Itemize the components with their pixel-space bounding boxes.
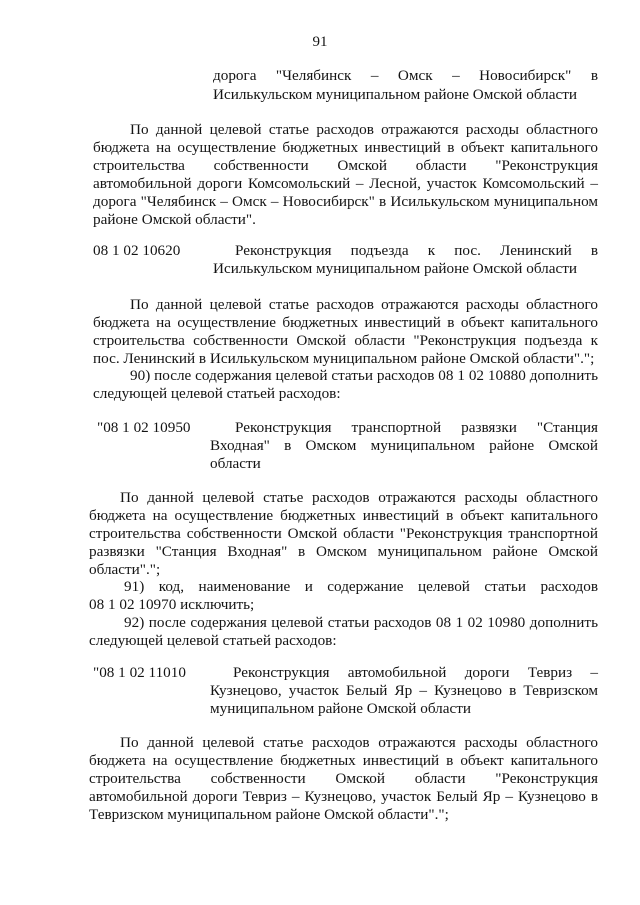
paragraph-line: строительства собственности Омской области "Реконструкция подъезда к xyxy=(93,332,598,349)
article-title-line: Реконструкция транспортной развязки "Станция xyxy=(235,419,598,436)
paragraph-line: автомобильной дороги Комсомольский – Лесной, участок Комсомольский – xyxy=(93,175,598,192)
budget-code: "08 1 02 10950 xyxy=(97,419,191,436)
paragraph-line: бюджета на осуществление бюджетных инвестиций в объект капитального xyxy=(89,507,598,524)
article-title-line: Исилькульском муниципальном районе Омской области xyxy=(213,260,577,277)
budget-code: 08 1 02 10620 xyxy=(93,242,181,259)
paragraph-line: области"."; xyxy=(89,561,161,578)
paragraph-line: По данной целевой статье расходов отражаются расходы областного xyxy=(130,296,598,313)
article-title-line: области xyxy=(210,455,261,472)
paragraph-line: бюджета на осуществление бюджетных инвестиций в объект капитального xyxy=(93,139,598,156)
paragraph-line: пос. Ленинский в Исилькульском муниципальном районе Омской области"."; xyxy=(93,350,595,367)
amendment-item: 90) после содержания целевой статьи расходов 08 1 02 10880 дополнить xyxy=(130,367,598,384)
paragraph-line: По данной целевой статье расходов отражаются расходы областного xyxy=(120,734,598,751)
amendment-item-line: 08 1 02 10970 исключить; xyxy=(89,596,255,613)
paragraph-line: строительства собственности Омской области "Реконструкция xyxy=(89,770,598,787)
amendment-item-line: следующей целевой статьей расходов: xyxy=(89,632,337,649)
page-number: 91 xyxy=(312,34,328,50)
budget-code: "08 1 02 11010 xyxy=(93,664,186,681)
article-title-line: Входная" в Омском муниципальном районе Омской xyxy=(210,437,598,454)
paragraph-line: Тевризском муниципальном районе Омской области"."; xyxy=(89,806,449,823)
paragraph-line: автомобильной дороги Тевриз – Кузнецово, участок Белый Яр – Кузнецово в xyxy=(89,788,598,805)
paragraph-line: дорога "Челябинск – Омск – Новосибирск" в Исилькульском муниципальном xyxy=(93,193,598,210)
amendment-item: 91) код, наименование и содержание целевой статьи расходов xyxy=(124,578,598,595)
article-title-line: Кузнецово, участок Белый Яр – Кузнецово в Тевризском xyxy=(210,682,598,699)
article-title-line: Реконструкция автомобильной дороги Тевриз – xyxy=(233,664,598,681)
paragraph-line: По данной целевой статье расходов отражаются расходы областного xyxy=(120,489,598,506)
article-title-line: Реконструкция подъезда к пос. Ленинский в xyxy=(235,242,598,259)
paragraph-line: строительства собственности Омской области "Реконструкция xyxy=(93,157,598,174)
paragraph-line: строительства собственности Омской области "Реконструкция транспортной xyxy=(89,525,598,542)
paragraph-line: бюджета на осуществление бюджетных инвестиций в объект капитального xyxy=(89,752,598,769)
article-title-line: дорога "Челябинск – Омск – Новосибирск" в xyxy=(213,67,598,84)
article-title-line: Исилькульском муниципальном районе Омской области xyxy=(213,86,577,103)
paragraph-line: бюджета на осуществление бюджетных инвестиций в объект капитального xyxy=(93,314,598,331)
article-title-line: муниципальном районе Омской области xyxy=(210,700,471,717)
paragraph-line: По данной целевой статье расходов отражаются расходы областного xyxy=(130,121,598,138)
paragraph-line: развязки "Станция Входная" в Омском муниципальном районе Омской xyxy=(89,543,598,560)
amendment-item: 92) после содержания целевой статьи расходов 08 1 02 10980 дополнить xyxy=(124,614,598,631)
amendment-item-line: следующей целевой статьей расходов: xyxy=(93,385,341,402)
paragraph-line: районе Омской области". xyxy=(93,211,256,228)
